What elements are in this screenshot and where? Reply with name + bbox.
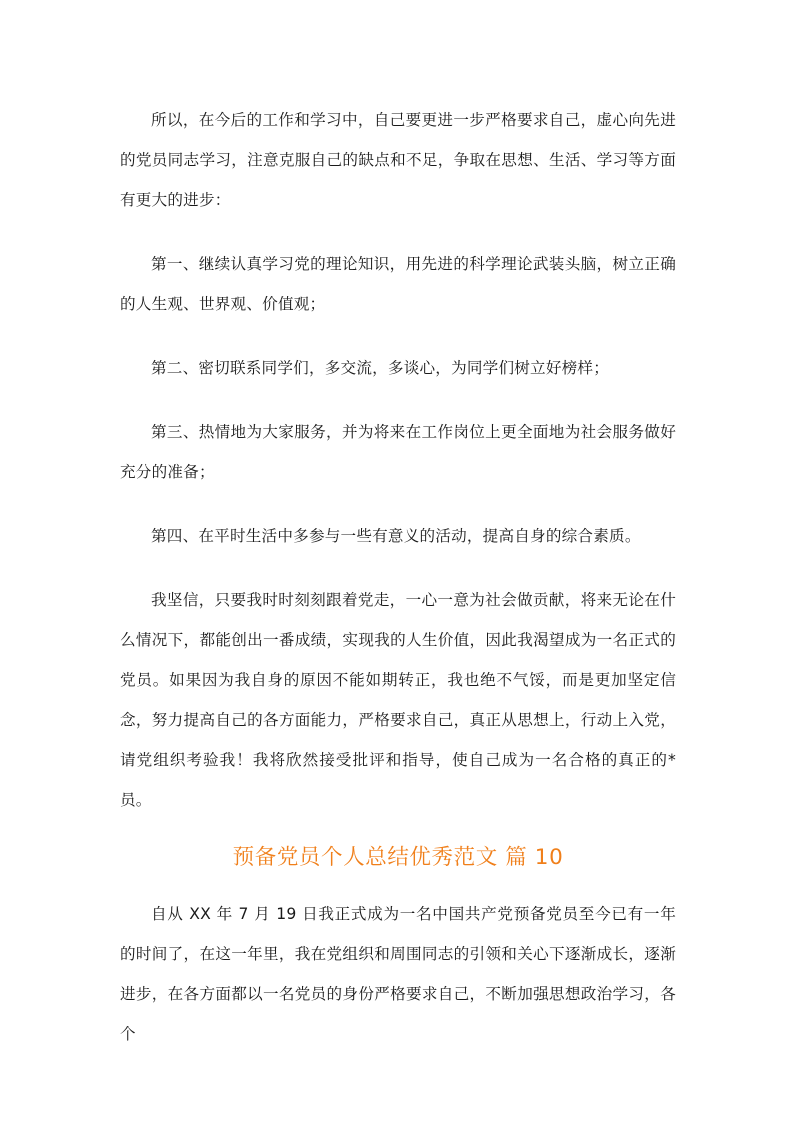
paragraph-point-3: 第三、热情地为大家服务，并为将来在工作岗位上更全面地为社会服务做好充分的准备；: [120, 423, 676, 481]
paragraph-point-4: 第四、在平时生活中多参与一些有意义的活动，提高自身的综合素质。: [151, 527, 641, 545]
paragraph-section-10-start: 自从 XX 年 7 月 19 日我正式成为一名中国共产党预备党员至今已有一年的时间了，在这一年里，我在党组织和周围同志的引领和关心下逐渐成长，逐渐进步，在各方面都以一名党员的身份严格要求自己，不断加强思想政治学习，各个: [120, 905, 676, 1043]
paragraph-conclusion: 我坚信，只要我时时刻刻跟着党走，一心一意为社会做贡献，将来无论在什么情况下，都能创出一番成绩，实现我的人生价值，因此我渴望成为一名正式的党员。如果因为我自身的原因不能如期转正，我也绝不气馁，而是更加坚定信念，努力提高自己的各方面能力，严格要求自己，真正从思想上，行动上入党，请党组织考验我！我将欣然接受批评和指导，使自己成为一名合格的真正的*员。: [120, 591, 676, 809]
paragraph-point-1: 第一、继续认真学习党的理论知识，用先进的科学理论武装头脑，树立正确的人生观、世界观、价值观；: [120, 255, 676, 313]
paragraph-intro: 所以，在今后的工作和学习中，自己要更进一步严格要求自己，虚心向先进的党员同志学习，注意克服自己的缺点和不足，争取在思想、生活、学习等方面有更大的进步：: [120, 111, 676, 209]
section-heading: 预备党员个人总结优秀范文 篇 10: [232, 845, 564, 870]
paragraph-point-2: 第二、密切联系同学们，多交流，多谈心，为同学们树立好榜样；: [151, 359, 610, 377]
document-page: [120, 100, 676, 1054]
